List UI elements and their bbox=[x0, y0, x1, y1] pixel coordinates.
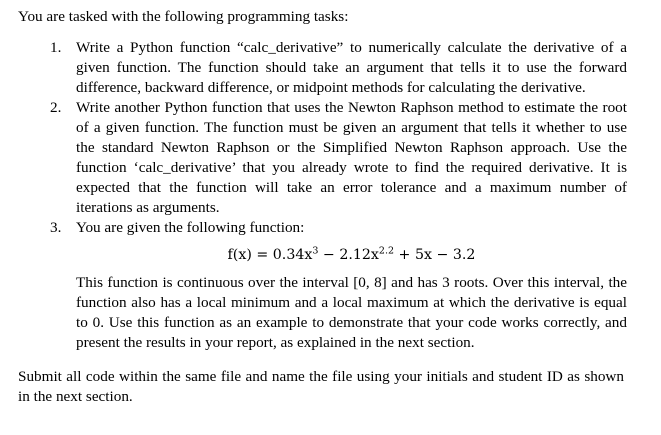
intro-text: You are tasked with the following programming tasks: bbox=[18, 8, 349, 25]
task-number: 3. bbox=[50, 219, 62, 236]
task-item-3 bbox=[50, 218, 627, 353]
task-list bbox=[0, 38, 661, 353]
task-item-1 bbox=[50, 38, 627, 98]
formula-exponent-1: 3 bbox=[312, 245, 319, 257]
formula-lhs: f(x) = 0.34x bbox=[227, 247, 313, 263]
task-text: Write another Python function that uses the Newton Raphson method to estimate the root of a given function. The function must be given an argument that tells it whether to use the standard Newton Raphson or the Simplified Newton Raphson approach. Use the function ‘calc_derivative’ that you already wrote to find the required derivative. It is expected that the function will take an error tolerance and a maximum number of iterations as arguments. bbox=[76, 99, 627, 216]
formula-rhs: + 5x − 3.2 bbox=[394, 247, 476, 263]
task-paragraph: This function is continuous over the interval [0, 8] and has 3 roots. Over this interval, the function also has a local minimum and a local maximum at which the derivative is equal to 0. Use this function as an example to demonstrate that your code works correctly, and present the results in your report, as explained in the next section. bbox=[76, 274, 627, 351]
task-number: 2. bbox=[50, 99, 62, 116]
function-formula bbox=[76, 245, 627, 265]
task-number: 1. bbox=[50, 39, 62, 56]
outro-text: Submit all code within the same file and name the file using your initials and student ID as shown in the next section. bbox=[18, 368, 624, 405]
task-text: You are given the following function: bbox=[76, 219, 305, 236]
task-item-2 bbox=[50, 98, 627, 218]
formula-mid: − 2.12x bbox=[318, 247, 379, 263]
task-text: Write a Python function “calc_derivative” to numerically calculate the derivative of a given function. The function should take an argument that tells it to use the forward difference, backward difference, or midpoint methods for calculating the derivative. bbox=[76, 39, 627, 96]
formula-exponent-2: 2.2 bbox=[378, 245, 395, 257]
